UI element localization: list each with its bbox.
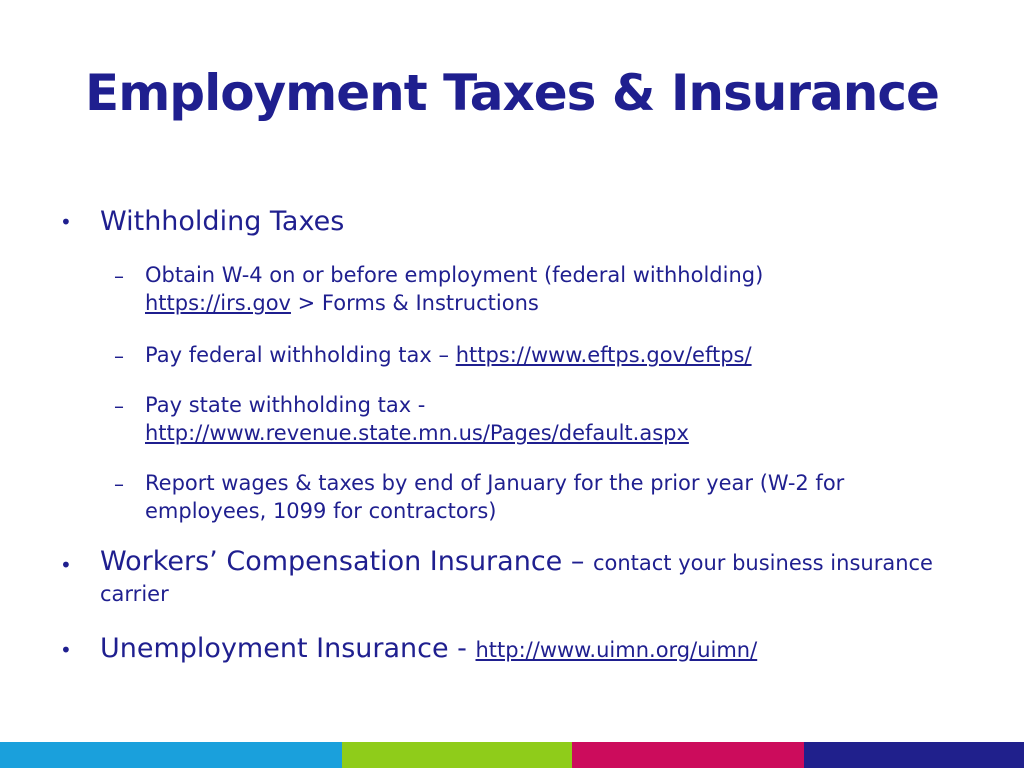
uimn-link[interactable]: http://www.uimn.org/uimn/ (475, 638, 758, 662)
bullet-icon: • (60, 210, 72, 234)
dash-icon: – (114, 344, 124, 368)
bullet-withholding-taxes: Withholding Taxes (100, 206, 345, 237)
slide-title: Employment Taxes & Insurance (85, 64, 939, 122)
subitem-federal-tax-text: Pay federal withholding tax – (145, 343, 456, 367)
workers-comp-heading: Workers’ Compensation Insurance – (100, 546, 593, 577)
bullet-icon: • (60, 553, 72, 577)
footer-segment-navy (804, 742, 1024, 768)
subitem-w4-text: Obtain W-4 on or before employment (federal withholding) (145, 263, 764, 287)
footer-segment-blue (0, 742, 342, 768)
subitem-federal-tax (145, 341, 945, 369)
subitem-w4-after: > Forms & Instructions (290, 291, 539, 315)
subitem-report-wages: Report wages & taxes by end of January for the prior year (W-2 for employees, 1099 for contractors) (145, 471, 845, 523)
revenue-mn-link[interactable]: http://www.revenue.state.mn.us/Pages/default.aspx (145, 421, 689, 445)
dash-icon: – (114, 394, 124, 418)
bullet-icon: • (60, 638, 72, 662)
dash-icon: – (114, 472, 124, 496)
subitem-w4 (145, 261, 945, 317)
eftps-link[interactable]: https://www.eftps.gov/eftps/ (455, 343, 752, 367)
footer-color-bar (0, 742, 1024, 768)
unemployment-heading: Unemployment Insurance - (100, 633, 476, 664)
workers-comp-detail: contact your business insurance carrier (100, 551, 933, 606)
footer-segment-green (342, 742, 572, 768)
subitem-state-tax (145, 391, 945, 447)
bullet-workers-comp (100, 547, 960, 609)
bullet-unemployment (100, 633, 960, 666)
dash-icon: – (114, 264, 124, 288)
footer-segment-magenta (572, 742, 804, 768)
irs-link[interactable]: https://irs.gov (145, 291, 291, 315)
subitem-state-tax-text: Pay state withholding tax - (145, 393, 426, 417)
